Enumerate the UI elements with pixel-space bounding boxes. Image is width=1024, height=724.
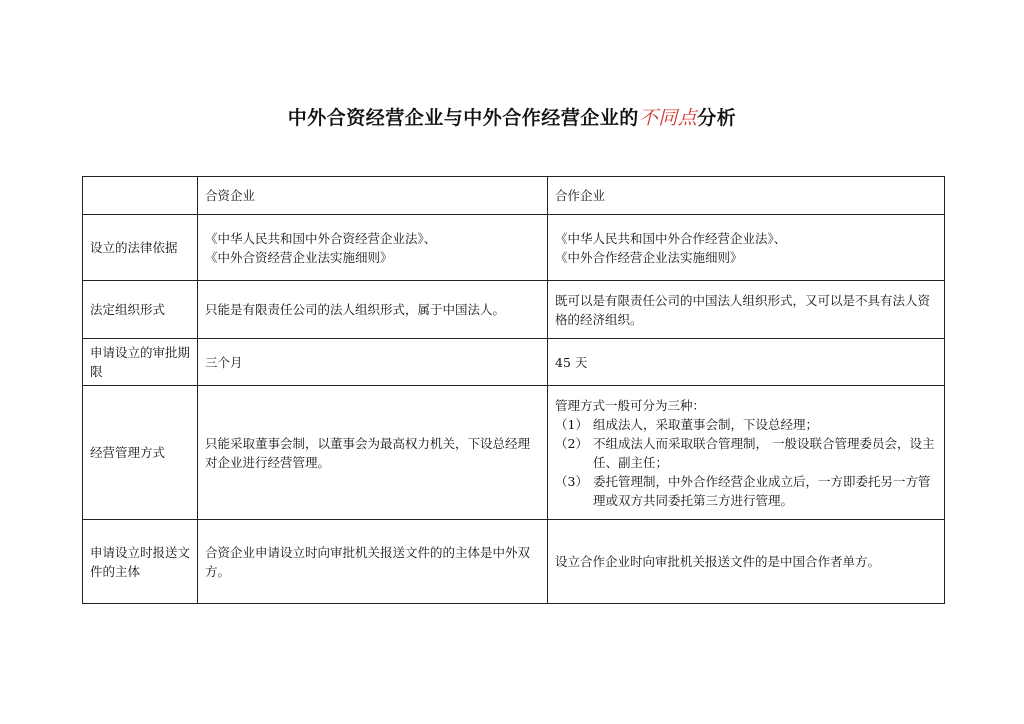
list-item bbox=[555, 415, 937, 434]
table-row bbox=[83, 215, 945, 281]
page-title bbox=[0, 103, 1024, 130]
header-empty-cell bbox=[83, 177, 198, 215]
jv-cell: 只能采取董事会制，以董事会为最高权力机关，下设总经理对企业进行经营管理。 bbox=[198, 386, 548, 520]
item-number: （2） bbox=[555, 435, 588, 451]
table-row bbox=[83, 520, 945, 604]
row-label: 法定组织形式 bbox=[83, 281, 198, 339]
jv-cell: 只能是有限责任公司的法人组织形式，属于中国法人。 bbox=[198, 281, 548, 339]
item-number: （3） bbox=[555, 473, 588, 489]
jv-cell: 合资企业申请设立时向审批机关报送文件的的主体是中外双方。 bbox=[198, 520, 548, 604]
coop-cell: 设立合作企业时向审批机关报送文件的是中国合作者单方。 bbox=[548, 520, 945, 604]
header-row bbox=[83, 177, 945, 215]
title-highlight: 不同点 bbox=[638, 107, 698, 129]
cell-line: 《中华人民共和国中外合作经营企业法》、 bbox=[555, 230, 787, 246]
list-item bbox=[555, 434, 937, 472]
item-text: 委托管理制，中外合作经营企业成立后，一方即委托另一方管理或双方共同委托第三方进行管理。 bbox=[593, 473, 931, 508]
cell-intro: 管理方式一般可分为三种： bbox=[555, 397, 706, 413]
table-row bbox=[83, 339, 945, 386]
row-label: 申请设立时报送文件的主体 bbox=[83, 520, 198, 604]
item-number: （1） bbox=[555, 416, 588, 432]
header-cooperative: 合作企业 bbox=[548, 177, 945, 215]
row-label: 经营管理方式 bbox=[83, 386, 198, 520]
item-text: 不组成法人而采取联合管理制， 一般设联合管理委员会，设主任、副主任； bbox=[593, 435, 935, 470]
cell-line: 《中外合资经营企业法实施细则》 bbox=[205, 249, 393, 265]
table-row bbox=[83, 386, 945, 520]
title-suffix: 分析 bbox=[697, 107, 737, 129]
title-prefix: 中外合资经营企业与中外合作经营企业的 bbox=[287, 107, 639, 129]
coop-cell bbox=[548, 386, 945, 520]
row-label: 申请设立的审批期限 bbox=[83, 339, 198, 386]
comparison-table bbox=[82, 176, 945, 604]
jv-cell: 三个月 bbox=[198, 339, 548, 386]
cell-line: 《中外合作经营企业法实施细则》 bbox=[555, 249, 743, 265]
coop-cell bbox=[548, 215, 945, 281]
cell-line: 《中华人民共和国中外合资经营企业法》、 bbox=[205, 230, 437, 246]
header-joint-venture: 合资企业 bbox=[198, 177, 548, 215]
list-item bbox=[555, 472, 937, 510]
row-label: 设立的法律依据 bbox=[83, 215, 198, 281]
table-row bbox=[83, 281, 945, 339]
coop-cell: 45 天 bbox=[548, 339, 945, 386]
coop-cell: 既可以是有限责任公司的中国法人组织形式，又可以是不具有法人资格的经济组织。 bbox=[548, 281, 945, 339]
jv-cell bbox=[198, 215, 548, 281]
item-text: 组成法人，采取董事会制，下设总经理； bbox=[593, 416, 819, 432]
